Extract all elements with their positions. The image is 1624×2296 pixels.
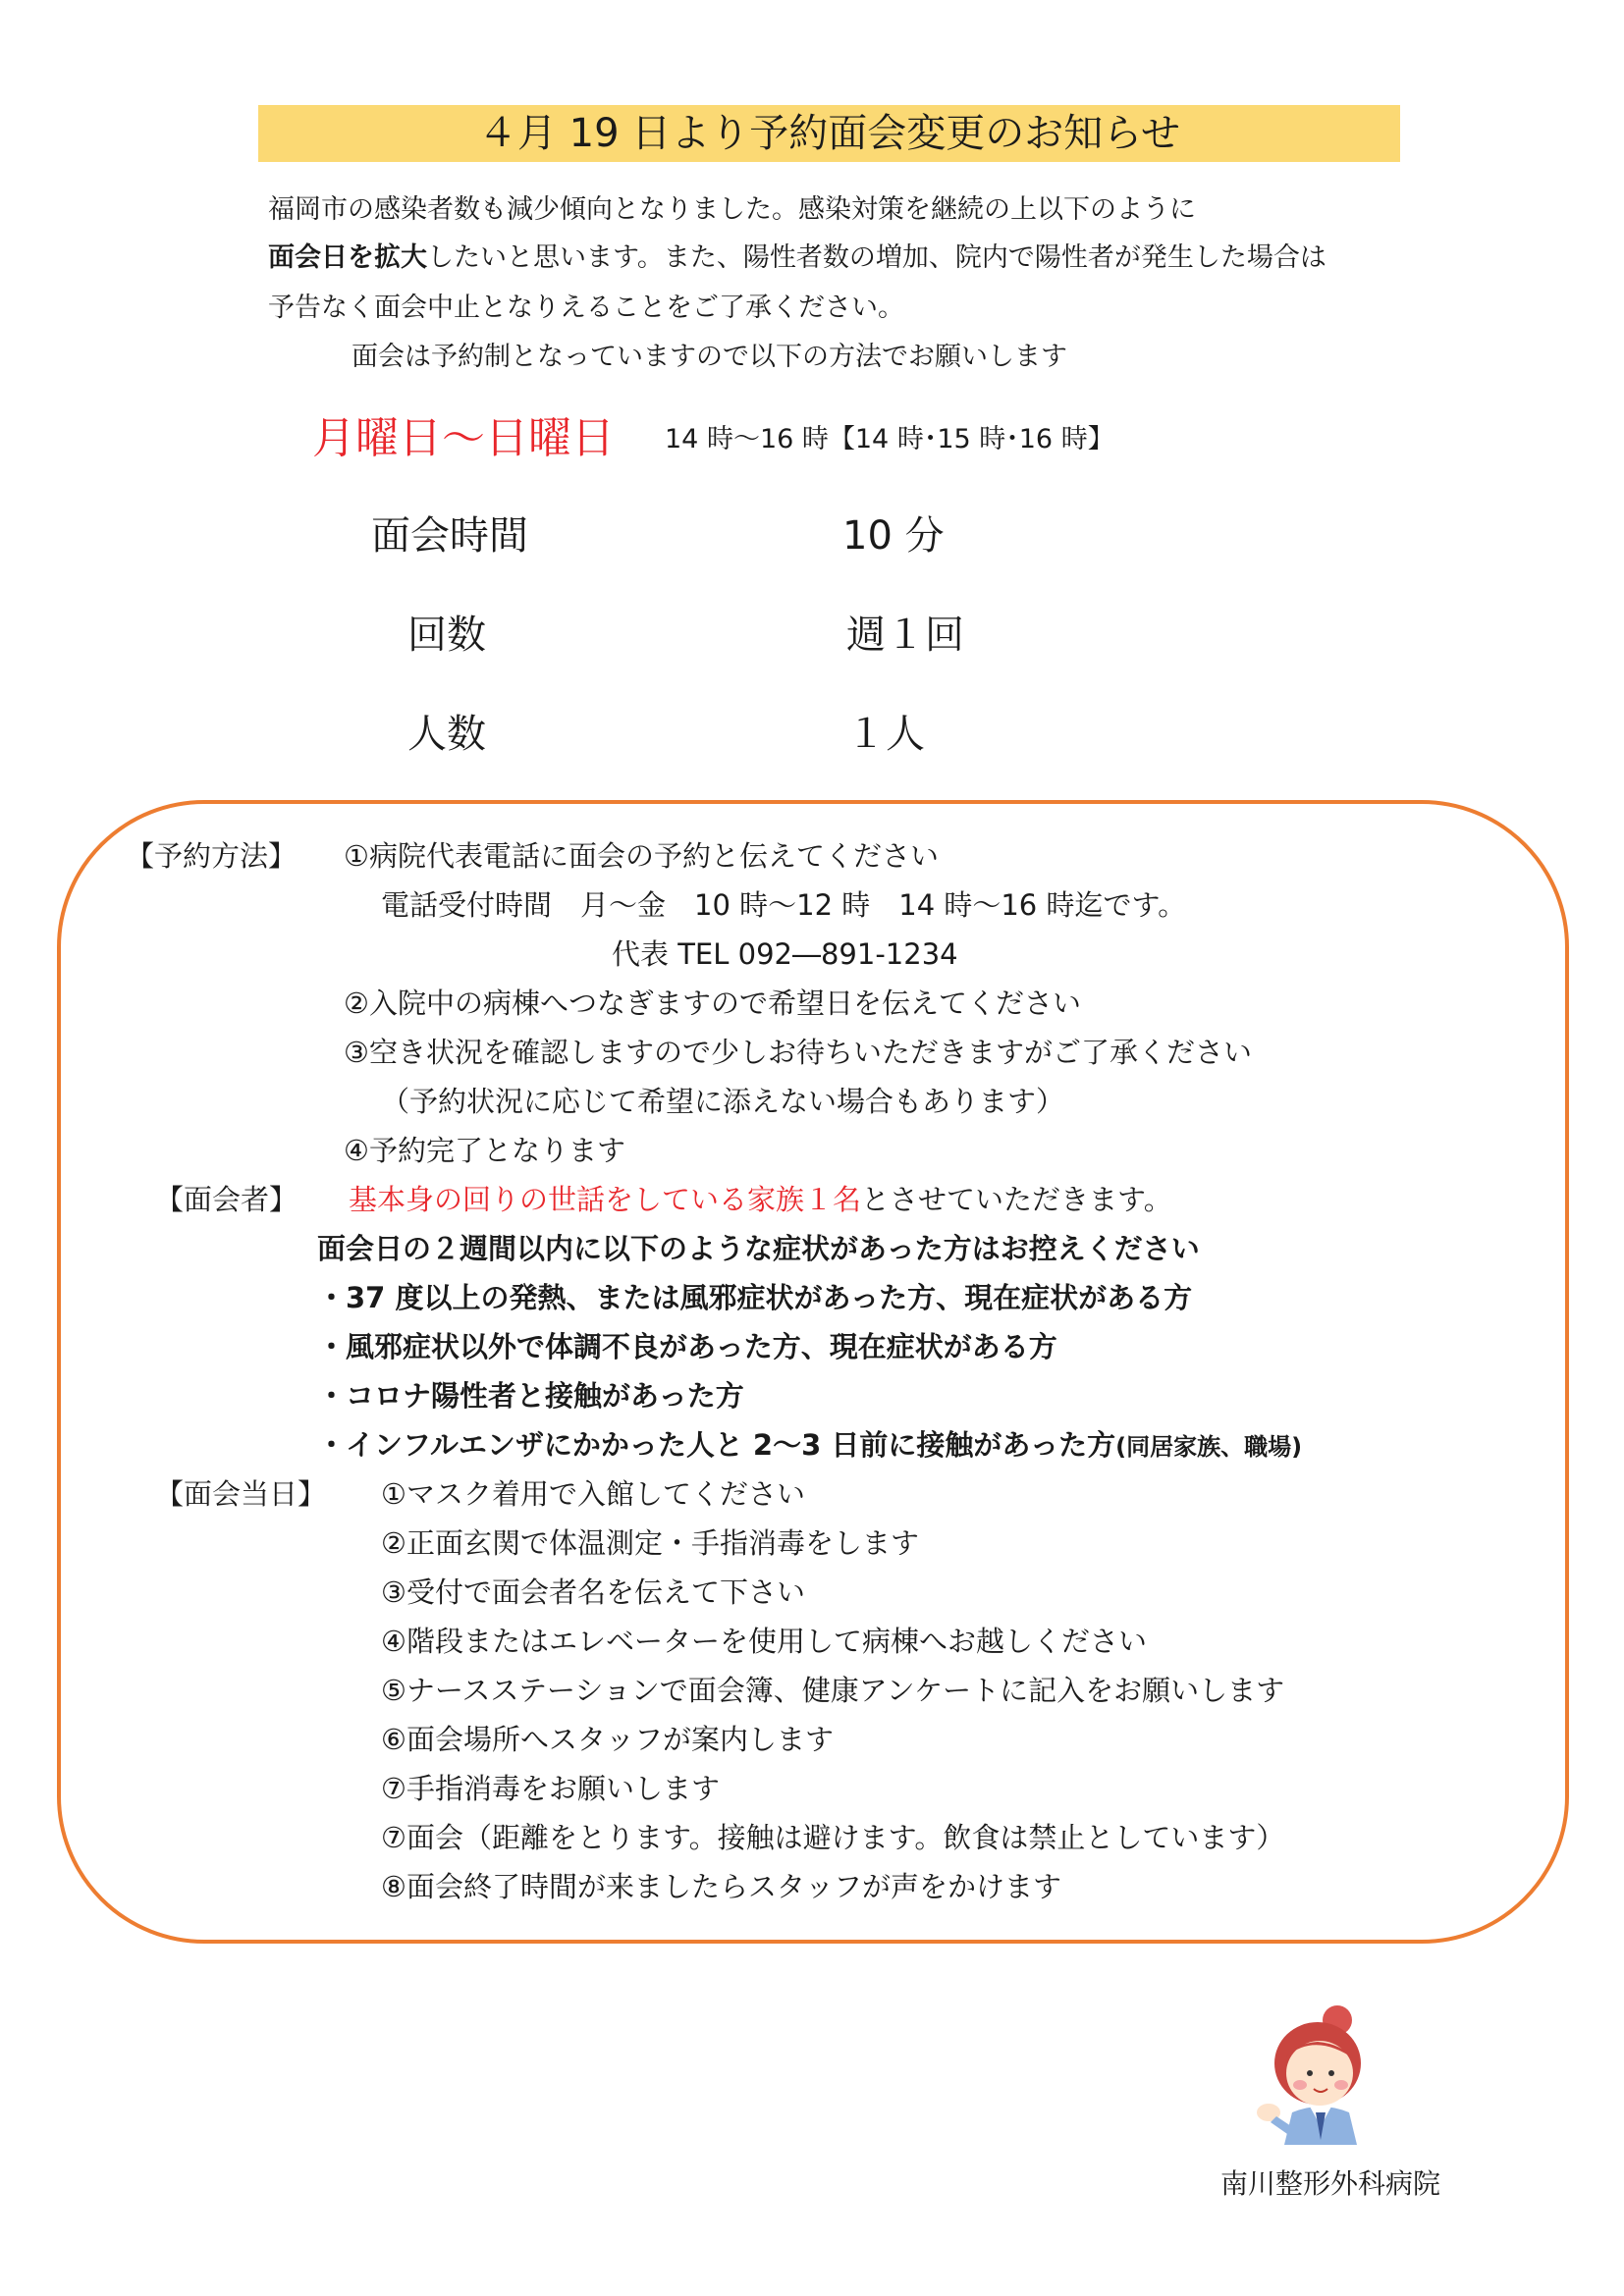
day-of-step: ②正面玄関で体温測定・手指消毒をします <box>381 1526 919 1560</box>
symptom-condition: 面会日の２週間以内に以下のような症状があった方はお控えください <box>317 1232 1200 1265</box>
phone-hours: 電話受付時間 月～金 10 時～12 時 14 時～16 時迄です。 <box>381 888 1187 922</box>
reservation-step-3-note: （予約状況に応じて希望に添えない場合もあります） <box>381 1085 1065 1118</box>
reservation-step-2: ②入院中の病棟へつなぎますので希望日を伝えてください <box>344 987 1081 1020</box>
intro-line-3: 予告なく面会中止となりえることをご了承ください。 <box>268 293 904 323</box>
symptom-bullet: ・37 度以上の発熱、または風邪症状があった方、現在症状がある方 <box>317 1281 1193 1314</box>
reservation-step-1: ①病院代表電話に面会の予約と伝えてください <box>344 839 939 873</box>
day-of-header: 【面会当日】 <box>155 1477 327 1511</box>
day-of-step: ③受付で面会者名を伝えて下さい <box>381 1575 805 1609</box>
day-of-step: ⑦手指消毒をお願いします <box>381 1772 720 1805</box>
detail-label-duration: 面会時間 <box>371 513 528 559</box>
visit-days: 月曜日～日曜日 <box>312 413 615 463</box>
visitor-rule <box>349 1178 1172 1218</box>
day-of-step: ⑤ナースステーションで面会簿、健康アンケートに記入をお願いします <box>381 1674 1285 1707</box>
detail-value-frequency: 週１回 <box>846 613 964 658</box>
symptom-bullet <box>317 1423 1302 1464</box>
detail-value-duration: 10 分 <box>842 513 945 559</box>
detail-value-people: １人 <box>846 712 925 757</box>
intro-emphasis: 面会日を拡大 <box>268 242 427 273</box>
phone-number: 代表 TEL 092―891-1234 <box>612 937 958 971</box>
reservation-step-4: ④予約完了となります <box>344 1134 625 1167</box>
symptom-bullet: ・コロナ陽性者と接触があった方 <box>317 1379 744 1413</box>
intro-line-4: 面会は予約制となっていますので以下の方法でお願いします <box>352 342 1067 372</box>
intro-line-1: 福岡市の感染者数も減少傾向となりました。感染対策を継続の上以下のように <box>268 194 1196 225</box>
visitor-rule-highlight: 基本身の回りの世話をしている家族１名 <box>349 1183 862 1216</box>
day-of-step: ⑧面会終了時間が来ましたらスタッフが声をかけます <box>381 1870 1061 1903</box>
intro-line-2-rest: したいと思います。また、陽性者数の増加、院内で陽性者が発生した場合は <box>427 242 1326 273</box>
hospital-name: 南川整形外科病院 <box>1220 2167 1441 2200</box>
detail-label-frequency: 回数 <box>407 613 486 658</box>
reservation-step-3: ③空き状況を確認しますので少しお待ちいただきますがご了承ください <box>344 1036 1252 1069</box>
reservation-header: 【予約方法】 <box>126 839 298 873</box>
visitor-rule-rest: とさせていただきます。 <box>861 1183 1172 1216</box>
intro-line-2 <box>268 240 1326 276</box>
day-of-step: ①マスク着用で入館してください <box>381 1477 805 1511</box>
visitor-header: 【面会者】 <box>155 1183 298 1216</box>
visit-hours: 14 時～16 時【14 時･15 時･16 時】 <box>665 424 1114 454</box>
day-of-step: ⑦面会（距離をとります。接触は避けます。飲食は禁止としています） <box>381 1821 1285 1854</box>
page-title: ４月 19 日より予約面会変更のお知らせ <box>258 105 1400 162</box>
detail-label-people: 人数 <box>407 712 486 757</box>
day-of-step: ④階段またはエレベーターを使用して病棟へお越しください <box>381 1625 1147 1658</box>
symptom-bullet-text: ・インフルエンザにかかった人と 2～3 日前に接触があった方 <box>317 1428 1116 1462</box>
day-of-step: ⑥面会場所へスタッフが案内します <box>381 1723 834 1756</box>
symptom-bullet: ・風邪症状以外で体調不良があった方、現在症状がある方 <box>317 1330 1057 1363</box>
nurse-illustration <box>1247 2002 1394 2145</box>
symptom-bullet-suffix: (同居家族、職場) <box>1115 1433 1303 1461</box>
